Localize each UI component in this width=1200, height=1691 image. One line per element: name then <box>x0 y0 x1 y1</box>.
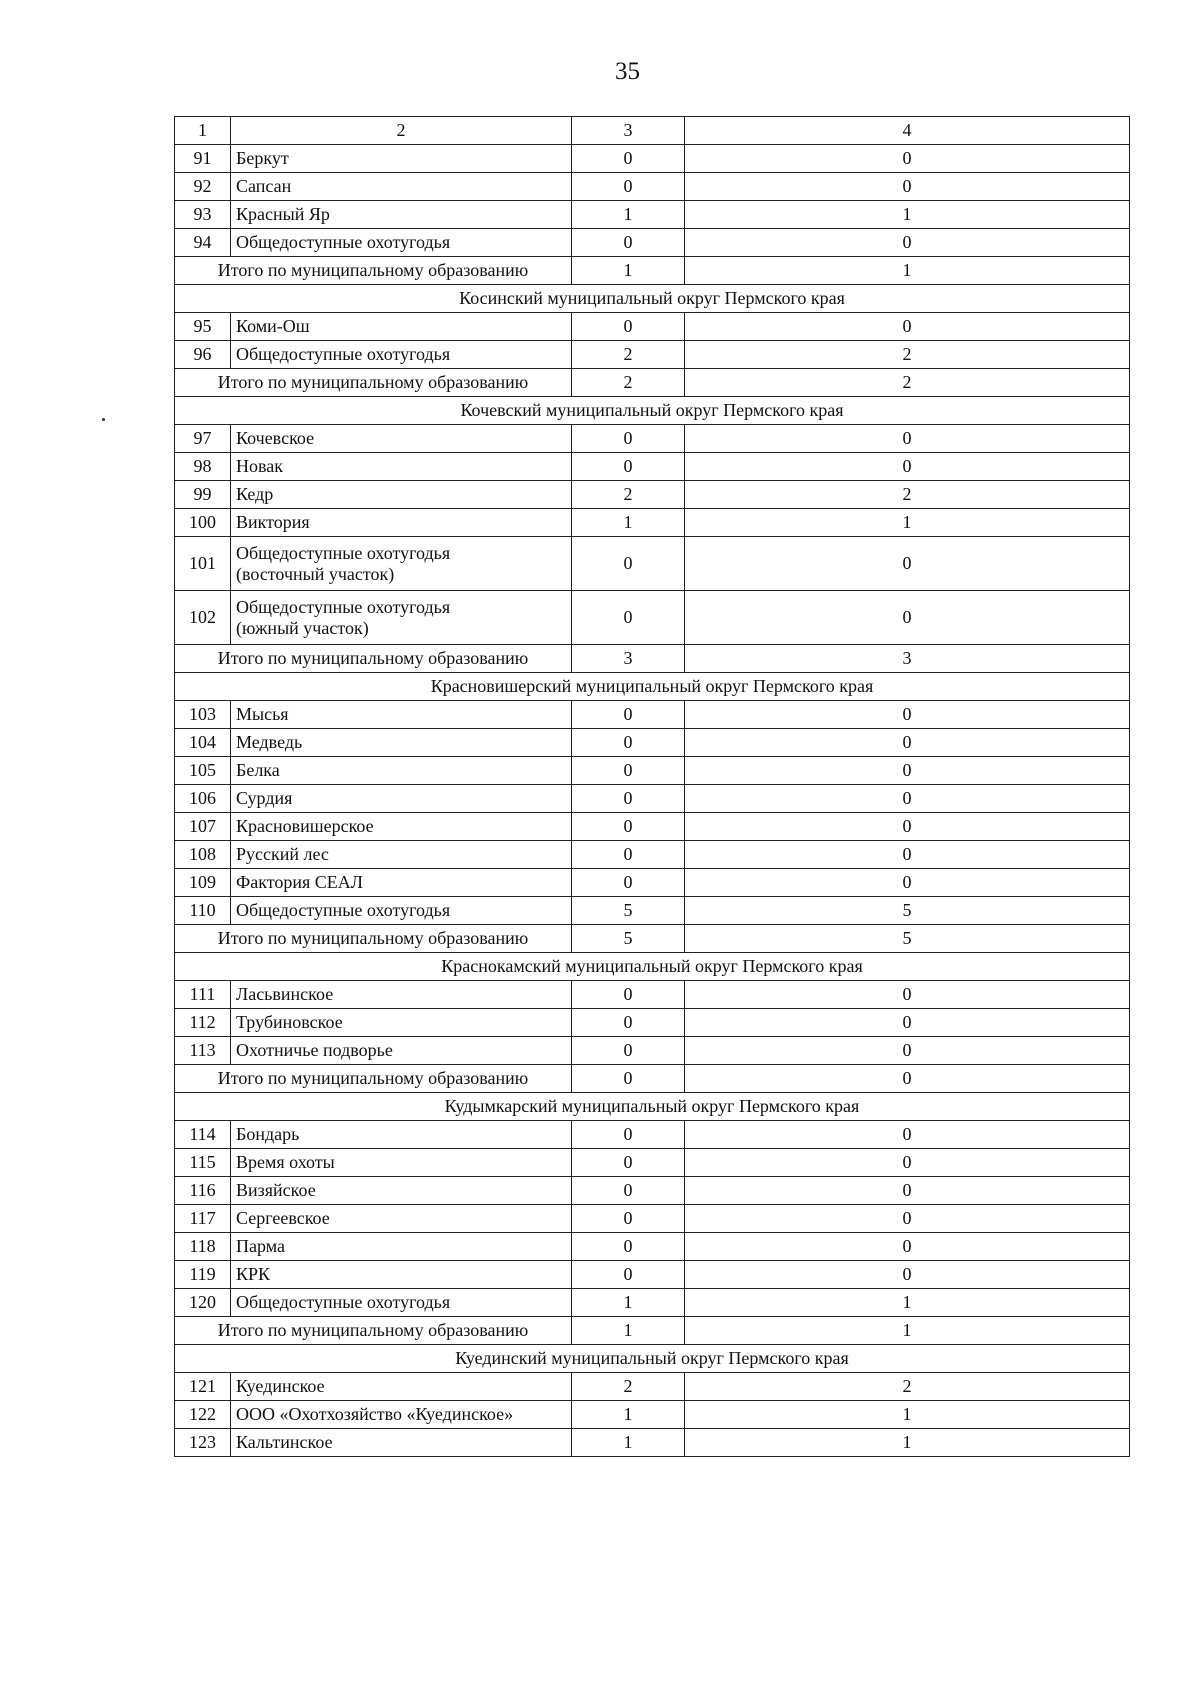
total-value-column-3: 5 <box>572 925 685 953</box>
hunting-ground-name <box>231 1429 572 1457</box>
value-column-4: 0 <box>685 229 1130 257</box>
row-number: 119 <box>175 1261 231 1289</box>
hunting-ground-name-line: Визяйское <box>236 1180 316 1200</box>
table-row <box>175 729 1130 757</box>
value-column-4: 0 <box>685 813 1130 841</box>
hunting-ground-name <box>231 145 572 173</box>
total-value-column-3: 0 <box>572 1065 685 1093</box>
total-value-column-4: 1 <box>685 1317 1130 1345</box>
total-value-column-4: 3 <box>685 645 1130 673</box>
value-column-4: 0 <box>685 981 1130 1009</box>
row-number: 123 <box>175 1429 231 1457</box>
hunting-ground-name-line: Красновишерское <box>236 816 374 836</box>
section-title: Кудымкарский муниципальный округ Пермского края <box>175 1093 1130 1121</box>
value-column-3: 0 <box>572 981 685 1009</box>
table-row <box>175 425 1130 453</box>
value-column-4: 1 <box>685 201 1130 229</box>
table-row <box>175 841 1130 869</box>
hunting-ground-name-line: Медведь <box>236 732 303 752</box>
table-row <box>175 229 1130 257</box>
column-number-1: 1 <box>175 117 231 145</box>
value-column-3: 0 <box>572 1009 685 1037</box>
row-number: 113 <box>175 1037 231 1065</box>
hunting-ground-name <box>231 1121 572 1149</box>
hunting-ground-name-line: Коми-Ош <box>236 316 310 336</box>
table-row <box>175 341 1130 369</box>
total-row <box>175 369 1130 397</box>
table-row <box>175 313 1130 341</box>
value-column-3: 0 <box>572 229 685 257</box>
value-column-3: 0 <box>572 1121 685 1149</box>
table-row <box>175 201 1130 229</box>
hunting-ground-name <box>231 897 572 925</box>
value-column-3: 0 <box>572 1149 685 1177</box>
value-column-4: 0 <box>685 785 1130 813</box>
row-number: 101 <box>175 537 231 591</box>
section-header-row <box>175 285 1130 313</box>
value-column-3: 0 <box>572 841 685 869</box>
table-row <box>175 1177 1130 1205</box>
hunting-ground-name <box>231 1289 572 1317</box>
value-column-3: 0 <box>572 537 685 591</box>
table-row <box>175 869 1130 897</box>
section-title: Куединский муниципальный округ Пермского края <box>175 1345 1130 1373</box>
row-number: 99 <box>175 481 231 509</box>
total-value-column-3: 1 <box>572 1317 685 1345</box>
row-number: 115 <box>175 1149 231 1177</box>
value-column-3: 0 <box>572 869 685 897</box>
hunting-ground-name-line: Красный Яр <box>236 204 330 224</box>
hunting-ground-name-line: Мысья <box>236 704 289 724</box>
hunting-ground-name-line: КРК <box>236 1264 271 1284</box>
row-number: 108 <box>175 841 231 869</box>
value-column-3: 0 <box>572 173 685 201</box>
row-number: 96 <box>175 341 231 369</box>
hunting-ground-name <box>231 1233 572 1261</box>
value-column-3: 2 <box>572 481 685 509</box>
table-body <box>175 117 1130 1457</box>
total-label: Итого по муниципальному образованию <box>175 925 572 953</box>
hunting-ground-name <box>231 813 572 841</box>
value-column-3: 1 <box>572 1401 685 1429</box>
total-label: Итого по муниципальному образованию <box>175 257 572 285</box>
hunting-ground-name-line: Общедоступные охотугодья <box>236 232 451 252</box>
value-column-3: 1 <box>572 509 685 537</box>
hunting-ground-name-line: Сапсан <box>236 176 292 196</box>
hunting-ground-name <box>231 453 572 481</box>
total-row <box>175 1065 1130 1093</box>
hunting-ground-name-line: Новак <box>236 456 283 476</box>
row-number: 111 <box>175 981 231 1009</box>
section-header-row <box>175 1345 1130 1373</box>
row-number: 112 <box>175 1009 231 1037</box>
value-column-3: 0 <box>572 1205 685 1233</box>
value-column-4: 0 <box>685 841 1130 869</box>
value-column-4: 0 <box>685 1233 1130 1261</box>
value-column-4: 0 <box>685 1149 1130 1177</box>
row-number: 98 <box>175 453 231 481</box>
value-column-3: 0 <box>572 1177 685 1205</box>
table-row <box>175 701 1130 729</box>
hunting-ground-name <box>231 341 572 369</box>
value-column-4: 0 <box>685 757 1130 785</box>
table-row <box>175 757 1130 785</box>
row-number: 114 <box>175 1121 231 1149</box>
hunting-ground-name-line: Трубиновское <box>236 1012 343 1032</box>
value-column-4: 0 <box>685 729 1130 757</box>
total-row <box>175 1317 1130 1345</box>
hunting-ground-name <box>231 729 572 757</box>
value-column-4: 1 <box>685 1401 1130 1429</box>
value-column-4: 1 <box>685 1289 1130 1317</box>
hunting-ground-name-line: Общедоступные охотугодья <box>236 1292 451 1312</box>
table-row <box>175 1121 1130 1149</box>
hunting-ground-name <box>231 201 572 229</box>
scan-speck <box>102 418 105 421</box>
value-column-3: 1 <box>572 1289 685 1317</box>
hunting-ground-name <box>231 701 572 729</box>
section-header-row <box>175 397 1130 425</box>
hunting-ground-name-line: Общедоступные охотугодья <box>236 596 451 617</box>
value-column-4: 2 <box>685 341 1130 369</box>
value-column-4: 0 <box>685 1037 1130 1065</box>
row-number: 110 <box>175 897 231 925</box>
section-title: Краснокамский муниципальный округ Пермского края <box>175 953 1130 981</box>
total-value-column-3: 1 <box>572 257 685 285</box>
hunting-ground-name-line: Сурдия <box>236 788 293 808</box>
value-column-4: 0 <box>685 453 1130 481</box>
table-row <box>175 481 1130 509</box>
total-value-column-4: 5 <box>685 925 1130 953</box>
table-row <box>175 1401 1130 1429</box>
value-column-3: 0 <box>572 591 685 645</box>
hunting-ground-name <box>231 757 572 785</box>
total-row <box>175 645 1130 673</box>
hunting-ground-name-line: Сергеевское <box>236 1208 330 1228</box>
table-row <box>175 1373 1130 1401</box>
table-row <box>175 1429 1130 1457</box>
value-column-4: 0 <box>685 1177 1130 1205</box>
value-column-3: 0 <box>572 813 685 841</box>
total-label: Итого по муниципальному образованию <box>175 1317 572 1345</box>
value-column-4: 0 <box>685 537 1130 591</box>
table-row <box>175 981 1130 1009</box>
table-row <box>175 145 1130 173</box>
value-column-3: 0 <box>572 785 685 813</box>
hunting-ground-name-line: Бондарь <box>236 1124 300 1144</box>
hunting-ground-name <box>231 1261 572 1289</box>
table-row <box>175 897 1130 925</box>
row-number: 105 <box>175 757 231 785</box>
hunting-ground-name-line: ООО «Охотхозяйство «Куединское» <box>236 1404 514 1424</box>
hunting-ground-name <box>231 785 572 813</box>
table-row <box>175 453 1130 481</box>
value-column-3: 0 <box>572 729 685 757</box>
table-row <box>175 509 1130 537</box>
total-value-column-3: 2 <box>572 369 685 397</box>
hunting-ground-name-subline: (восточный участок) <box>236 563 395 584</box>
value-column-4: 0 <box>685 869 1130 897</box>
value-column-3: 2 <box>572 1373 685 1401</box>
value-column-3: 0 <box>572 757 685 785</box>
hunting-ground-name <box>231 229 572 257</box>
section-header-row <box>175 953 1130 981</box>
row-number: 93 <box>175 201 231 229</box>
table-row <box>175 537 1130 591</box>
hunting-ground-name-line: Виктория <box>236 512 310 532</box>
row-number: 121 <box>175 1373 231 1401</box>
value-column-4: 1 <box>685 509 1130 537</box>
row-number: 118 <box>175 1233 231 1261</box>
page-number: 35 <box>615 58 640 85</box>
section-header-row <box>175 1093 1130 1121</box>
table-row <box>175 1205 1130 1233</box>
row-number: 95 <box>175 313 231 341</box>
hunting-ground-name <box>231 1205 572 1233</box>
hunting-ground-name-line: Парма <box>236 1236 285 1256</box>
value-column-4: 1 <box>685 1429 1130 1457</box>
value-column-4: 0 <box>685 145 1130 173</box>
hunting-ground-name-line: Фактория СЕАЛ <box>236 872 363 892</box>
hunting-ground-name <box>231 1037 572 1065</box>
total-label: Итого по муниципальному образованию <box>175 645 572 673</box>
value-column-4: 0 <box>685 1261 1130 1289</box>
hunting-ground-name <box>231 981 572 1009</box>
value-column-4: 2 <box>685 481 1130 509</box>
value-column-3: 1 <box>572 1429 685 1457</box>
row-number: 94 <box>175 229 231 257</box>
hunting-ground-name-line: Русский лес <box>236 844 329 864</box>
column-number-4: 4 <box>685 117 1130 145</box>
total-value-column-4: 0 <box>685 1065 1130 1093</box>
value-column-4: 0 <box>685 173 1130 201</box>
row-number: 106 <box>175 785 231 813</box>
table-row <box>175 1149 1130 1177</box>
value-column-3: 0 <box>572 701 685 729</box>
total-label: Итого по муниципальному образованию <box>175 369 572 397</box>
value-column-4: 0 <box>685 1205 1130 1233</box>
value-column-3: 0 <box>572 145 685 173</box>
table-row <box>175 173 1130 201</box>
hunting-ground-name-subline: (южный участок) <box>236 617 369 638</box>
row-number: 104 <box>175 729 231 757</box>
value-column-4: 5 <box>685 897 1130 925</box>
hunting-ground-name-line: Охотничье подворье <box>236 1040 393 1060</box>
value-column-4: 2 <box>685 1373 1130 1401</box>
hunting-ground-name-line: Ласьвинское <box>236 984 334 1004</box>
value-column-4: 0 <box>685 1121 1130 1149</box>
hunting-ground-name <box>231 481 572 509</box>
value-column-3: 5 <box>572 897 685 925</box>
row-number: 91 <box>175 145 231 173</box>
table-row <box>175 1233 1130 1261</box>
row-number: 109 <box>175 869 231 897</box>
row-number: 103 <box>175 701 231 729</box>
row-number: 97 <box>175 425 231 453</box>
column-number-2: 2 <box>231 117 572 145</box>
row-number: 107 <box>175 813 231 841</box>
total-value-column-4: 1 <box>685 257 1130 285</box>
row-number: 102 <box>175 591 231 645</box>
value-column-4: 0 <box>685 701 1130 729</box>
value-column-3: 0 <box>572 313 685 341</box>
hunting-ground-name-line: Кальтинское <box>236 1432 333 1452</box>
value-column-4: 0 <box>685 1009 1130 1037</box>
table-row <box>175 1009 1130 1037</box>
table-row <box>175 785 1130 813</box>
table-row <box>175 813 1130 841</box>
hunting-ground-name <box>231 869 572 897</box>
hunting-ground-name-line: Кочевское <box>236 428 315 448</box>
hunting-ground-name <box>231 313 572 341</box>
hunting-ground-name <box>231 173 572 201</box>
value-column-3: 0 <box>572 453 685 481</box>
hunting-ground-name <box>231 509 572 537</box>
hunting-ground-name-line: Общедоступные охотугодья <box>236 344 451 364</box>
value-column-4: 0 <box>685 425 1130 453</box>
value-column-3: 1 <box>572 201 685 229</box>
hunting-ground-name <box>231 1177 572 1205</box>
table-row <box>175 1261 1130 1289</box>
section-title: Кочевский муниципальный округ Пермского края <box>175 397 1130 425</box>
row-number: 92 <box>175 173 231 201</box>
row-number: 116 <box>175 1177 231 1205</box>
table-row <box>175 591 1130 645</box>
hunting-ground-name-line: Общедоступные охотугодья <box>236 542 451 563</box>
row-number: 117 <box>175 1205 231 1233</box>
value-column-3: 0 <box>572 1233 685 1261</box>
hunting-ground-name <box>231 841 572 869</box>
hunting-ground-name-line: Общедоступные охотугодья <box>236 900 451 920</box>
value-column-4: 0 <box>685 313 1130 341</box>
hunting-ground-name <box>231 1401 572 1429</box>
value-column-4: 0 <box>685 591 1130 645</box>
total-value-column-3: 3 <box>572 645 685 673</box>
column-number-3: 3 <box>572 117 685 145</box>
row-number: 122 <box>175 1401 231 1429</box>
column-number-row <box>175 117 1130 145</box>
hunting-ground-name-line: Куединское <box>236 1376 325 1396</box>
total-value-column-4: 2 <box>685 369 1130 397</box>
hunting-ground-name <box>231 1373 572 1401</box>
table-row <box>175 1289 1130 1317</box>
hunting-ground-name <box>231 425 572 453</box>
section-header-row <box>175 673 1130 701</box>
hunting-ground-name <box>231 591 572 645</box>
hunting-ground-name <box>231 537 572 591</box>
total-row <box>175 925 1130 953</box>
hunting-ground-name-line: Время охоты <box>236 1152 335 1172</box>
total-row <box>175 257 1130 285</box>
hunting-ground-name <box>231 1009 572 1037</box>
row-number: 120 <box>175 1289 231 1317</box>
value-column-3: 0 <box>572 1261 685 1289</box>
hunting-ground-name-line: Белка <box>236 760 280 780</box>
table-row <box>175 1037 1130 1065</box>
row-number: 100 <box>175 509 231 537</box>
section-title: Красновишерский муниципальный округ Пермского края <box>175 673 1130 701</box>
value-column-3: 2 <box>572 341 685 369</box>
section-title: Косинский муниципальный округ Пермского края <box>175 285 1130 313</box>
hunting-ground-name <box>231 1149 572 1177</box>
value-column-3: 0 <box>572 425 685 453</box>
hunting-ground-name-line: Кедр <box>236 484 274 504</box>
data-table <box>174 116 1130 1457</box>
total-label: Итого по муниципальному образованию <box>175 1065 572 1093</box>
hunting-ground-name-line: Беркут <box>236 148 289 168</box>
value-column-3: 0 <box>572 1037 685 1065</box>
